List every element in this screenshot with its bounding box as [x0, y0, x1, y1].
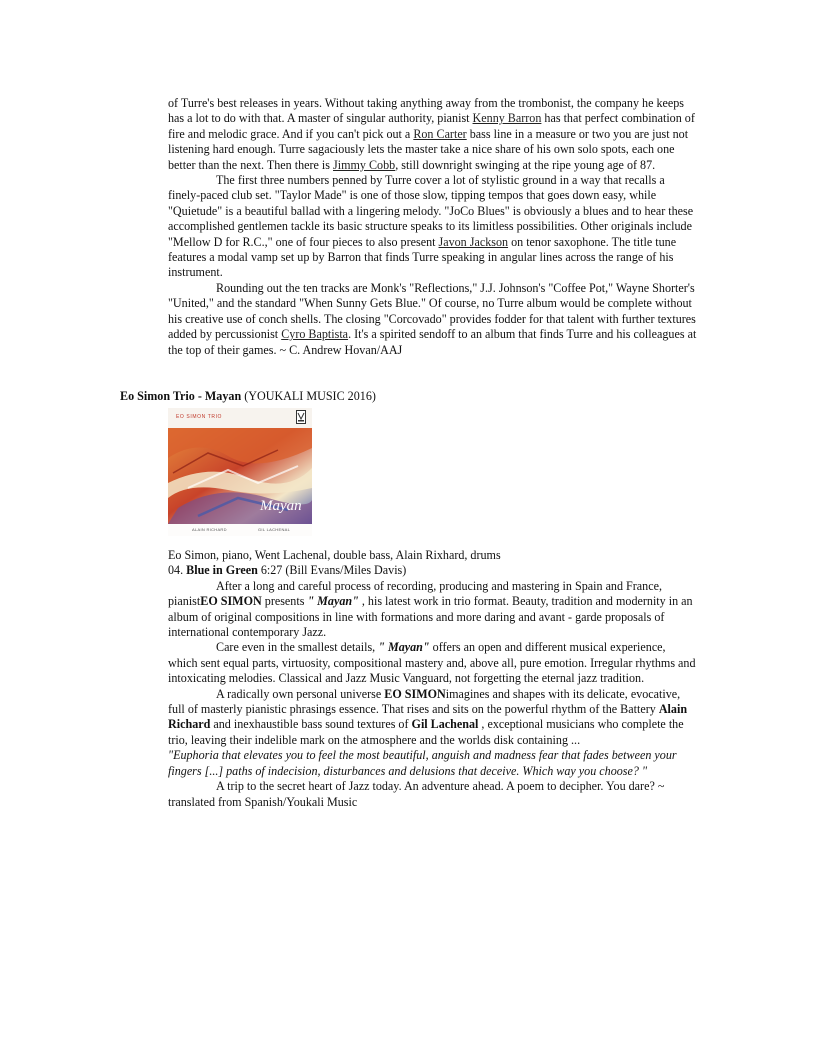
text-run: . It's a spirited sendoff to an album that finds Turre and his colleagues at the top of their games. ~ C. Andrew Hovan/AAJ: [168, 327, 697, 357]
text-run: , exceptional musicians who complete the trio, leaving their indelible mark on the atmosphere and the worlds disk containing ...: [168, 717, 684, 747]
track-info: 6:27 (Bill Evans/Miles Davis): [257, 563, 407, 578]
album-review: [168, 548, 698, 810]
text-run: on tenor saxophone. The title tune features a modal vamp set up by Barron that finds Turre speaking in angular lines across the range of his instrument.: [168, 234, 677, 280]
album-review-paragraph-3: [168, 687, 698, 749]
album-cover: [168, 408, 312, 536]
text-run: , his latest work in trio format. Beauty, tradition and modernity in an album of original compositions in line with formations and more daring and avant - garde proposals of international contemporary Jazz.: [168, 594, 693, 640]
text-run: Care even in the smallest details,: [216, 640, 379, 655]
album-review-paragraph-2: [168, 640, 698, 686]
review-paragraph-2: [168, 173, 698, 281]
bassist-name: Gil Lachenal: [411, 717, 479, 732]
album-label: (YOUKALI MUSIC 2016): [241, 389, 376, 403]
cover-footer: [168, 524, 312, 536]
album-name-emphasis: " Mayan": [307, 594, 362, 609]
text-run: After a long and careful process of recording, producing and mastering in Spain and France, pianist: [168, 578, 662, 609]
artist-name: EO SIMON: [384, 686, 446, 701]
album-review-paragraph-1: [168, 579, 698, 641]
track-number: 04.: [168, 563, 187, 578]
cover-credit-left: ALAIN RICHARD: [192, 527, 227, 532]
album-review-paragraph-4: A trip to the secret heart of Jazz today. An adventure ahead. A poem to decipher. You dare? ~ translated from Spanish/Youkali Music: [168, 779, 665, 809]
review-paragraph-1: [168, 96, 698, 173]
review-paragraph-3: [168, 281, 698, 358]
album-name-emphasis: " Mayan": [378, 640, 430, 655]
text-run: and inexhaustible bass sound textures of: [210, 717, 412, 732]
cover-header: [168, 408, 312, 428]
text-run: The first three numbers penned by Turre cover a lot of stylistic ground in a way that recalls a finely-paced club set. "Taylor Made" is one of those slow, tipping tempos that goes down easy, while "Quietude" is a beautiful ballad with a lingering melody. "JoCo Blues" is obviously a blues and to hear these accomplished gentlemen tackle its basic structure speaks to its limitless possibilities. Other originals include "Mellow D for R.C.," one of four pieces to also present: [168, 173, 694, 249]
track-title: Blue in Green: [186, 563, 258, 578]
text-run: offers an open and different musical experience, which sent equal parts, virtuosity, compositional mastery and, above all, pure emotion. Irregular rhythms and intoxicating melodies. Classical and Jazz Music Vanguard, not forgetting the eternal jazz tradition.: [168, 640, 696, 686]
text-run: A radically own personal universe: [216, 686, 385, 701]
link-javon-jackson[interactable]: Javon Jackson: [438, 234, 509, 249]
text-run: has that perfect combination of fire and melodic grace. And if you can't pick out a: [168, 111, 695, 141]
personnel: Eo Simon, piano, Went Lachenal, double bass, Alain Rixhard, drums: [168, 548, 501, 562]
link-ron-carter[interactable]: Ron Carter: [413, 126, 467, 141]
review-continuation: [168, 96, 698, 358]
text-run: Rounding out the ten tracks are Monk's "Reflections," J.J. Johnson's "Coffee Pot," Wayne Shorter's "United," and the standard "When Sunny Gets Blue." Of course, no Turre album would be complete without his creative use of conch shells. The closing "Corcovado" provides fodder for that talent with further textures added by percussionist: [168, 280, 696, 342]
artist-name: EO SIMON: [200, 594, 262, 609]
album-title: Eo Simon Trio - Mayan: [120, 389, 242, 403]
link-cyro-baptista[interactable]: Cyro Baptista: [281, 327, 349, 342]
cover-script-title: Mayan: [260, 498, 302, 514]
link-kenny-barron[interactable]: Kenny Barron: [472, 111, 542, 126]
cover-band-name: EO SIMON TRIO: [176, 414, 223, 420]
text-run: imagines and shapes with its delicate, evocative, full of masterly pianistic phrasings essence. That rises and sits on the powerful rhythm of the Battery: [168, 686, 681, 717]
album-heading: [120, 389, 376, 404]
track-line: [168, 563, 698, 578]
link-jimmy-cobb[interactable]: Jimmy Cobb: [333, 157, 396, 172]
cover-credit-right: GIL LACHENAL: [258, 527, 291, 532]
cover-painting: [168, 428, 312, 524]
drummer-name: Alain Richard: [168, 702, 688, 732]
text-run: , still downright swinging at the ripe young age of 87.: [395, 157, 656, 172]
album-quote: "Euphoria that elevates you to feel the most beautiful, anguish and madness fear that fades between your fingers [...] paths of indecision, disturbances and delusions that deceive. Which way you choose? ": [168, 748, 677, 778]
text-run: presents: [261, 594, 308, 609]
text-run: of Turre's best releases in years. Without taking anything away from the trombonist, the company he keeps has a lot to do with that. A master of singular authority, pianist: [168, 96, 685, 126]
label-logo-icon: [296, 410, 306, 424]
text-run: bass line in a measure or two you are just not listening hard enough. Turre sagaciously lets the master take a nice share of his own solo spots, each one better than the next. Then there is: [168, 126, 689, 172]
